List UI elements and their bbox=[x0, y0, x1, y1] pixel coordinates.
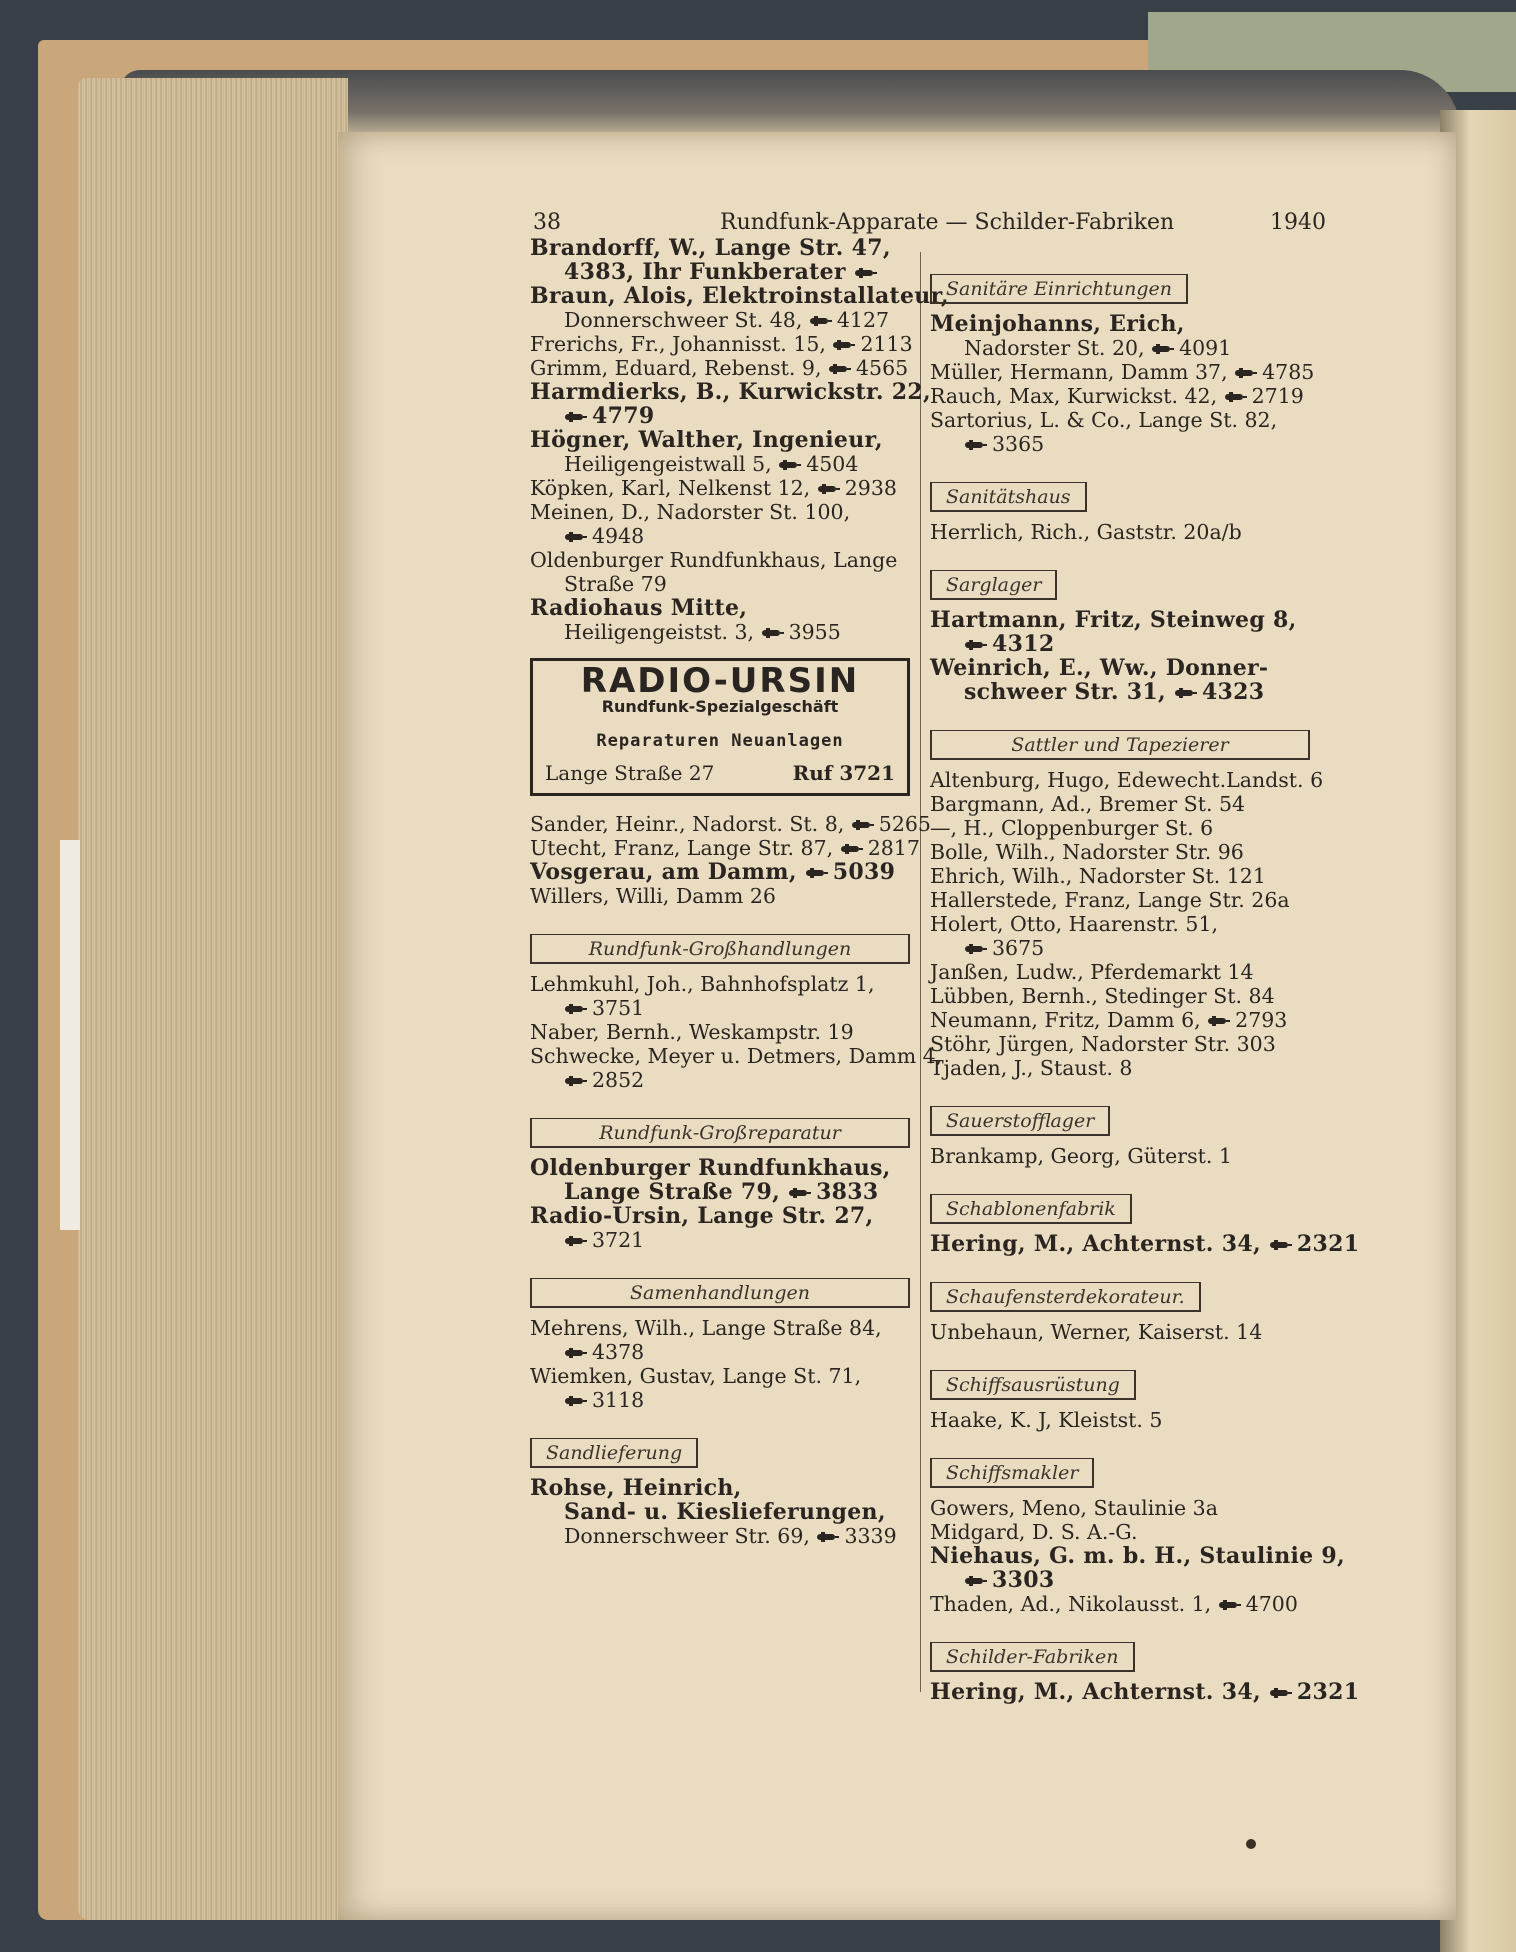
phone-number: 4378 bbox=[592, 1340, 645, 1364]
directory-entry bbox=[930, 912, 1310, 936]
entry-text: Utecht, Franz, Lange Str. 87, bbox=[530, 836, 840, 860]
telephone-icon bbox=[964, 1575, 988, 1587]
ink-spot bbox=[1246, 1839, 1256, 1849]
telephone-icon bbox=[1218, 1599, 1242, 1611]
directory-entry bbox=[530, 260, 910, 284]
directory-entry bbox=[530, 1180, 910, 1204]
directory-entry bbox=[930, 816, 1310, 840]
entry-text: Unbehaun, Werner, Kaiserst. 14 bbox=[930, 1320, 1263, 1344]
phone-number: 2852 bbox=[592, 1068, 645, 1092]
entry-text: —, H., Cloppenburger St. 6 bbox=[930, 816, 1214, 840]
entry-text: Harmdierks, B., Kurwickstr. 22, bbox=[530, 379, 931, 405]
page-number: 38 bbox=[533, 210, 561, 235]
page-edges bbox=[78, 78, 348, 1920]
entry-text: Holert, Otto, Haarenstr. 51, bbox=[930, 912, 1219, 936]
section-heading: Sattler und Tapezierer bbox=[930, 730, 1310, 760]
directory-entry bbox=[930, 336, 1310, 360]
entry-text: Straße 79 bbox=[564, 572, 667, 596]
entry-text: Heiligengeistwall 5, bbox=[564, 452, 779, 476]
entry-text: Brandorff, W., Lange Str. 47, bbox=[530, 235, 891, 261]
directory-entry bbox=[930, 360, 1315, 384]
directory-entry bbox=[930, 1543, 1345, 1569]
telephone-icon bbox=[564, 1075, 588, 1087]
directory-entry bbox=[930, 656, 1310, 680]
entry-text: Hering, M., Achternst. 34, bbox=[930, 1231, 1269, 1257]
phone-number: 5265 bbox=[878, 812, 931, 836]
phone-number: 3721 bbox=[592, 1228, 645, 1252]
phone-number: 3303 bbox=[992, 1567, 1055, 1593]
directory-entry bbox=[530, 379, 931, 405]
directory-entry bbox=[530, 1476, 910, 1500]
telephone-icon bbox=[564, 1003, 588, 1015]
directory-entry bbox=[930, 960, 1310, 984]
entry-text: Frerichs, Fr., Johannisst. 15, bbox=[530, 332, 833, 356]
telephone-icon bbox=[564, 411, 588, 423]
phone-number: 2719 bbox=[1251, 384, 1304, 408]
directory-entry bbox=[930, 408, 1310, 432]
phone-number: 4948 bbox=[592, 524, 645, 548]
telephone-icon bbox=[1224, 391, 1248, 403]
entry-text: Sand- u. Kieslieferungen, bbox=[564, 1499, 886, 1525]
directory-entry bbox=[930, 520, 1310, 544]
entry-text: Hartmann, Fritz, Steinweg 8, bbox=[930, 607, 1297, 633]
directory-entry bbox=[930, 792, 1310, 816]
directory-entry bbox=[930, 608, 1310, 632]
section-heading: Sarglager bbox=[930, 570, 1057, 600]
telephone-icon bbox=[761, 627, 785, 639]
entry-text: Stöhr, Jürgen, Nadorster Str. 303 bbox=[930, 1032, 1276, 1056]
directory-entry bbox=[530, 812, 931, 836]
entry-text: Rauch, Max, Kurwickst. 42, bbox=[930, 384, 1224, 408]
entry-text: Radiohaus Mitte, bbox=[530, 595, 748, 621]
directory-entry bbox=[930, 888, 1310, 912]
directory-entry bbox=[930, 936, 1310, 960]
entry-text: Lehmkuhl, Joh., Bahnhofsplatz 1, bbox=[530, 972, 875, 996]
entry-text: Thaden, Ad., Nikolausst. 1, bbox=[930, 1592, 1218, 1616]
right-column bbox=[930, 248, 1360, 1705]
telephone-icon bbox=[828, 363, 852, 375]
directory-entry bbox=[930, 840, 1310, 864]
entry-text: Sartorius, L. & Co., Lange St. 82, bbox=[930, 408, 1278, 432]
directory-entry bbox=[930, 1231, 1360, 1257]
section-heading: Schiffsmakler bbox=[930, 1458, 1094, 1488]
phone-number: 2321 bbox=[1296, 1679, 1360, 1705]
entry-text: schweer Str. 31, bbox=[964, 679, 1174, 705]
directory-entry bbox=[930, 632, 1310, 656]
directory-entry bbox=[530, 1364, 910, 1388]
directory-entry bbox=[530, 884, 910, 908]
telephone-icon bbox=[809, 315, 833, 327]
entry-text: Bargmann, Ad., Bremer St. 54 bbox=[930, 792, 1246, 816]
phone-number: 2817 bbox=[867, 836, 920, 860]
telephone-icon bbox=[832, 339, 856, 351]
entry-text: Neumann, Fritz, Damm 6, bbox=[930, 1008, 1208, 1032]
directory-entry bbox=[930, 432, 1310, 456]
entry-text: Schwecke, Meyer u. Detmers, Damm 4, bbox=[530, 1044, 943, 1068]
entry-text: Donnerschweer St. 48, bbox=[564, 308, 809, 332]
directory-entry bbox=[930, 984, 1310, 1008]
directory-entry bbox=[930, 1408, 1310, 1432]
phone-number: 2938 bbox=[844, 476, 897, 500]
phone-number: 2793 bbox=[1235, 1008, 1288, 1032]
entry-text: Hallerstede, Franz, Lange Str. 26a bbox=[930, 888, 1290, 912]
page-title: Rundfunk-Apparate — Schilder-Fabriken bbox=[720, 210, 1175, 235]
phone-number: 3675 bbox=[992, 936, 1045, 960]
directory-entry bbox=[930, 680, 1310, 704]
directory-entry bbox=[530, 283, 949, 309]
directory-entry bbox=[530, 1204, 910, 1228]
bookmark-strip bbox=[60, 840, 80, 1230]
entry-text: Donnerschweer Str. 69, bbox=[564, 1524, 817, 1548]
directory-entry bbox=[530, 1068, 910, 1092]
directory-entry bbox=[530, 452, 910, 476]
directory-entry bbox=[930, 1520, 1310, 1544]
directory-entry bbox=[530, 308, 910, 332]
directory-entry bbox=[530, 1044, 943, 1068]
entry-text: Weinrich, E., Ww., Donner- bbox=[930, 655, 1269, 681]
telephone-icon bbox=[564, 1235, 588, 1247]
directory-entry bbox=[530, 972, 910, 996]
directory-entry bbox=[530, 404, 910, 428]
advertisement-box bbox=[530, 658, 910, 796]
directory-entry bbox=[930, 1144, 1310, 1168]
entry-text: Meinen, D., Nadorster St. 100, bbox=[530, 500, 851, 524]
telephone-icon bbox=[1269, 1239, 1293, 1251]
entry-text: Mehrens, Wilh., Lange Straße 84, bbox=[530, 1316, 882, 1340]
phone-number: 4312 bbox=[992, 631, 1055, 657]
directory-entry bbox=[530, 236, 910, 260]
entry-text: Lange Straße 79, bbox=[564, 1179, 789, 1205]
entry-text: Willers, Willi, Damm 26 bbox=[530, 884, 776, 908]
entry-text: Vosgerau, am Damm, bbox=[530, 859, 805, 885]
phone-number: 4127 bbox=[836, 308, 890, 332]
phone-number: 4565 bbox=[856, 356, 909, 380]
entry-text: Niehaus, G. m. b. H., Staulinie 9, bbox=[930, 1543, 1345, 1569]
phone-number: 4700 bbox=[1245, 1592, 1298, 1616]
entry-text: Tjaden, J., Staust. 8 bbox=[930, 1056, 1133, 1080]
phone-number: 3365 bbox=[992, 432, 1045, 456]
entry-text: Meinjohanns, Erich, bbox=[930, 311, 1185, 337]
entry-text: 4383, Ihr Funkberater bbox=[564, 259, 854, 285]
telephone-icon bbox=[851, 819, 875, 831]
entry-text: Müller, Hermann, Damm 37, bbox=[930, 360, 1235, 384]
entry-text: Hering, M., Achternst. 34, bbox=[930, 1679, 1269, 1705]
directory-entry bbox=[530, 860, 910, 884]
page-year: 1940 bbox=[1270, 210, 1326, 235]
telephone-icon bbox=[778, 459, 802, 471]
directory-entry bbox=[930, 1032, 1310, 1056]
telephone-icon bbox=[964, 943, 988, 955]
directory-entry bbox=[530, 332, 913, 356]
entry-text: Rohse, Heinrich, bbox=[530, 1475, 742, 1501]
section-heading: Sandlieferung bbox=[530, 1438, 698, 1468]
directory-entry bbox=[530, 1316, 910, 1340]
telephone-icon bbox=[854, 267, 878, 279]
phone-number: 3955 bbox=[788, 620, 841, 644]
telephone-icon bbox=[1269, 1687, 1293, 1699]
telephone-icon bbox=[564, 1347, 588, 1359]
directory-entry bbox=[530, 524, 910, 548]
telephone-icon bbox=[964, 439, 988, 451]
entry-text: Lübben, Bernh., Stedinger St. 84 bbox=[930, 984, 1275, 1008]
directory-entry bbox=[530, 476, 910, 500]
entry-text: Sander, Heinr., Nadorst. St. 8, bbox=[530, 812, 851, 836]
column-divider bbox=[920, 252, 921, 1692]
telephone-icon bbox=[564, 531, 588, 543]
section-heading: Schiffsausrüstung bbox=[930, 1370, 1136, 1400]
entry-text: Altenburg, Hugo, Edewecht.Landst. 6 bbox=[930, 768, 1324, 792]
entry-text: Janßen, Ludw., Pferdemarkt 14 bbox=[930, 960, 1254, 984]
directory-entry bbox=[930, 1056, 1310, 1080]
phone-number: 2113 bbox=[860, 332, 913, 356]
phone-number: 3118 bbox=[592, 1388, 645, 1412]
section-heading: Sanitätshaus bbox=[930, 482, 1087, 512]
section-heading: Sanitäre Einrichtungen bbox=[930, 274, 1188, 304]
phone-number: 4785 bbox=[1262, 360, 1315, 384]
directory-entry bbox=[930, 1496, 1310, 1520]
entry-text: Grimm, Eduard, Rebenst. 9, bbox=[530, 356, 829, 380]
entry-text: Haake, K. J, Kleistst. 5 bbox=[930, 1408, 1163, 1432]
telephone-icon bbox=[805, 867, 829, 879]
entry-text: Högner, Walther, Ingenieur, bbox=[530, 427, 883, 453]
directory-entry bbox=[530, 1156, 910, 1180]
entry-text: Nadorster St. 20, bbox=[964, 336, 1152, 360]
directory-entry bbox=[930, 1592, 1310, 1616]
entry-text: Herrlich, Rich., Gaststr. 20a/b bbox=[930, 520, 1242, 544]
telephone-icon bbox=[1234, 367, 1258, 379]
ad-contact-row bbox=[545, 761, 895, 785]
phone-number: 3751 bbox=[592, 996, 645, 1020]
directory-entry bbox=[530, 1524, 910, 1548]
entry-text: Wiemken, Gustav, Lange St. 71, bbox=[530, 1364, 862, 1388]
section-heading: Rundfunk-Großreparatur bbox=[530, 1118, 910, 1148]
entry-text: Gowers, Meno, Staulinie 3a bbox=[930, 1496, 1218, 1520]
entry-text: Naber, Bernh., Weskampstr. 19 bbox=[530, 1020, 854, 1044]
phone-number: 4779 bbox=[592, 403, 655, 429]
phone-number: 5039 bbox=[832, 859, 896, 885]
directory-entry bbox=[530, 1500, 910, 1524]
section-heading: Schilder-Fabriken bbox=[930, 1642, 1135, 1672]
telephone-icon bbox=[964, 639, 988, 651]
directory-entry bbox=[530, 1020, 910, 1044]
ad-subtitle: Rundfunk-Spezialgeschäft bbox=[601, 697, 839, 716]
entry-text: Radio-Ursin, Lange Str. 27, bbox=[530, 1203, 874, 1229]
phone-number: 4504 bbox=[806, 452, 859, 476]
entry-text: Heiligengeistst. 3, bbox=[564, 620, 761, 644]
directory-entry bbox=[530, 836, 920, 860]
section-heading: Samenhandlungen bbox=[530, 1278, 910, 1308]
entry-text: Midgard, D. S. A.-G. bbox=[930, 1520, 1138, 1544]
telephone-icon bbox=[1174, 687, 1198, 699]
directory-entry bbox=[530, 1340, 910, 1364]
entry-text: Brankamp, Georg, Güterst. 1 bbox=[930, 1144, 1232, 1168]
directory-entry bbox=[530, 356, 910, 380]
entry-text: Oldenburger Rundfunkhaus, Lange bbox=[530, 548, 898, 572]
directory-entry bbox=[530, 500, 910, 524]
directory-entry bbox=[530, 996, 910, 1020]
directory-entry bbox=[930, 1320, 1310, 1344]
entry-text: Ehrich, Wilh., Nadorster St. 121 bbox=[930, 864, 1266, 888]
directory-entry bbox=[930, 1568, 1310, 1592]
entry-text: Köpken, Karl, Nelkenst 12, bbox=[530, 476, 817, 500]
directory-entry bbox=[530, 1228, 910, 1252]
section-heading: Sauerstofflager bbox=[930, 1106, 1110, 1136]
left-column bbox=[530, 235, 949, 1548]
directory-entry bbox=[930, 1008, 1310, 1032]
phone-number: 2321 bbox=[1296, 1231, 1360, 1257]
section-heading: Schaufensterdekorateur. bbox=[930, 1282, 1201, 1312]
entry-text: Braun, Alois, Elektroinstallateur, bbox=[530, 283, 949, 309]
telephone-icon bbox=[817, 483, 841, 495]
telephone-icon bbox=[564, 1395, 588, 1407]
ad-address: Lange Straße 27 bbox=[545, 761, 715, 785]
directory-entry bbox=[530, 1388, 910, 1412]
directory-entry bbox=[530, 548, 910, 572]
directory-entry bbox=[930, 864, 1310, 888]
directory-entry bbox=[530, 428, 910, 452]
phone-number: 4091 bbox=[1179, 336, 1232, 360]
phone-number: 3833 bbox=[816, 1179, 879, 1205]
directory-entry bbox=[930, 312, 1310, 336]
phone-number: 4323 bbox=[1201, 679, 1265, 705]
ad-services: Reparaturen Neuanlagen bbox=[596, 731, 844, 751]
ad-phone: Ruf 3721 bbox=[792, 761, 895, 785]
telephone-icon bbox=[840, 843, 864, 855]
entry-text: Oldenburger Rundfunkhaus, bbox=[530, 1155, 891, 1181]
directory-entry bbox=[930, 384, 1310, 408]
section-heading: Schablonenfabrik bbox=[930, 1194, 1132, 1224]
directory-entry bbox=[530, 596, 910, 620]
section-heading: Rundfunk-Großhandlungen bbox=[530, 934, 910, 964]
phone-number: 3339 bbox=[844, 1524, 897, 1548]
telephone-icon bbox=[788, 1187, 812, 1199]
ad-title: RADIO-URSIN bbox=[580, 661, 860, 701]
directory-entry bbox=[530, 620, 910, 644]
entry-text: Bolle, Wilh., Nadorster Str. 96 bbox=[930, 840, 1244, 864]
telephone-icon bbox=[1151, 343, 1175, 355]
telephone-icon bbox=[1207, 1015, 1231, 1027]
telephone-icon bbox=[816, 1531, 840, 1543]
directory-entry bbox=[530, 572, 910, 596]
directory-entry bbox=[930, 768, 1324, 792]
directory-entry bbox=[930, 1679, 1360, 1705]
